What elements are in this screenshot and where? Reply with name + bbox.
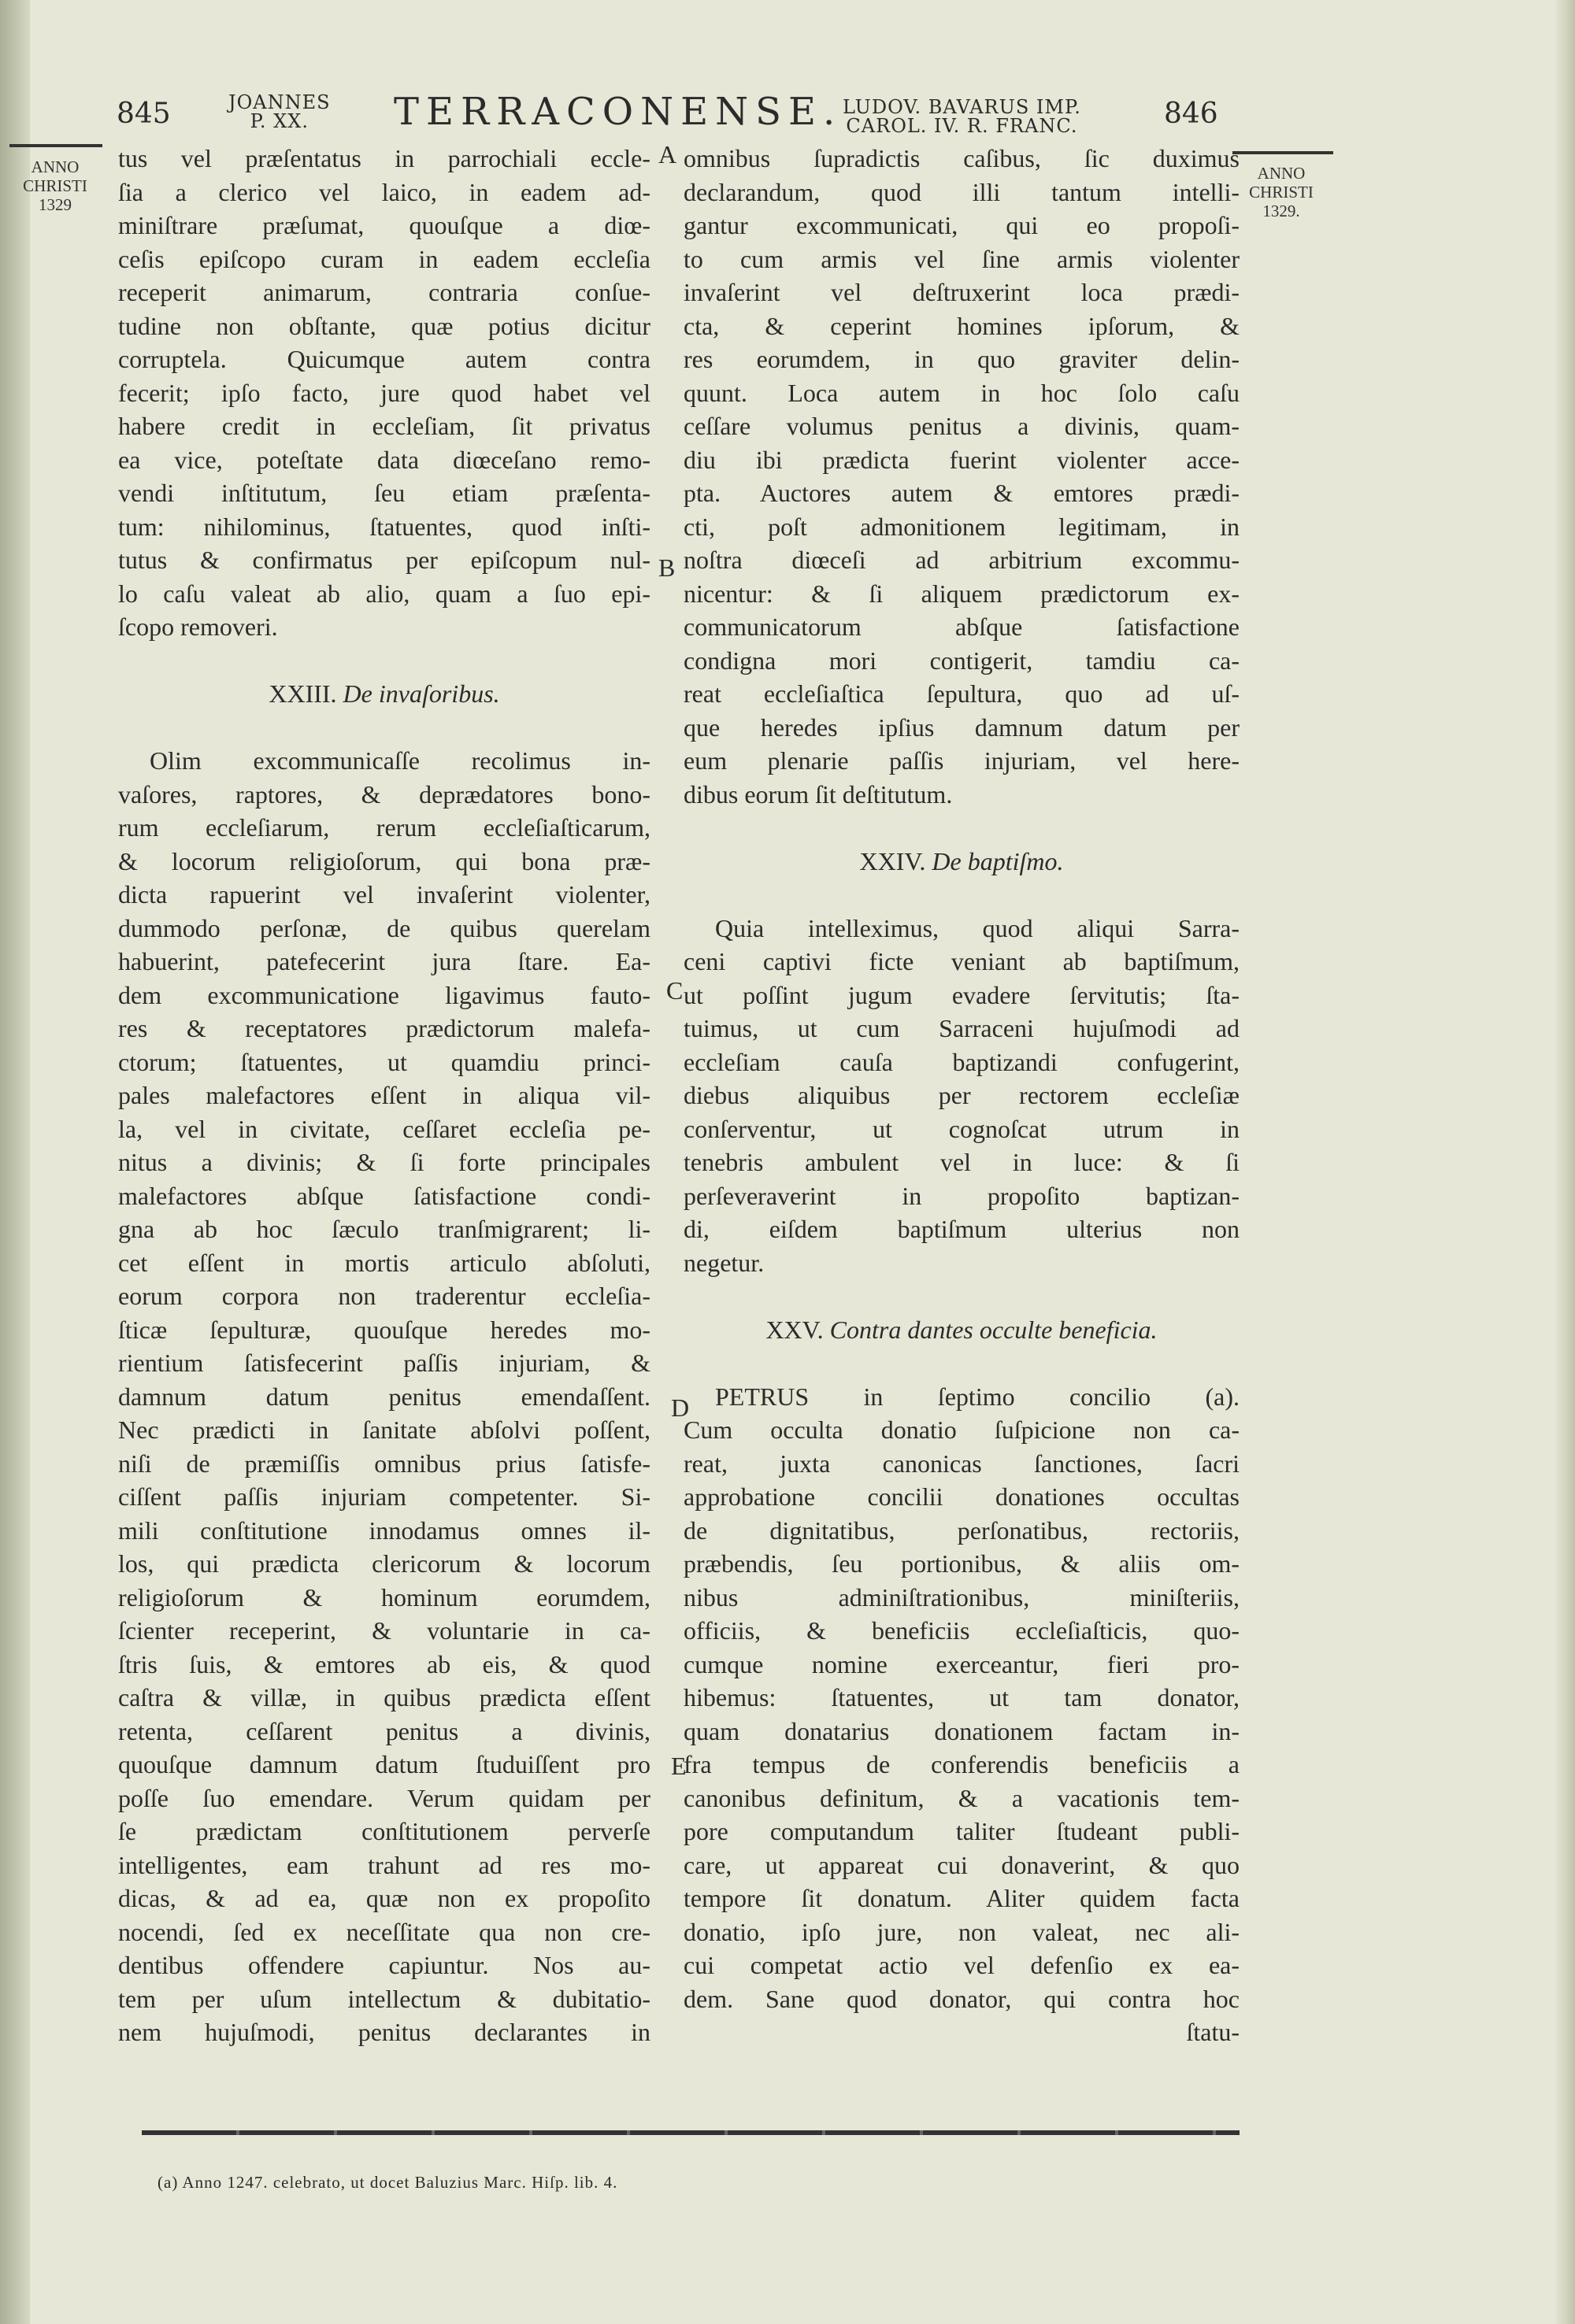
page-title: TERRACONENSE. [394, 90, 843, 134]
text-line: Olim excommunicaſſe recolimus in- [150, 746, 650, 775]
text-line: dicta rapuerint vel invaſerint violenter, [118, 880, 650, 909]
text-line: que heredes ipſius damnum datum per [684, 712, 1240, 742]
left-page-number: 845 [117, 98, 171, 130]
right-page-number: 846 [1164, 98, 1218, 130]
text-line: care, ut appareat cui donaverint, & quo [684, 1850, 1240, 1879]
section-number: XXIV. [859, 846, 926, 875]
text-line: habuerint, patefecerint jura ſtare. Ea- [118, 947, 650, 975]
right-margin-rule [1232, 151, 1333, 154]
text-line: vaſores, raptores, & deprædatores bono- [118, 779, 650, 809]
text-line: pta. Auctores autem & emtores prædi- [684, 479, 1240, 507]
left-para-1 [118, 142, 650, 644]
right-para-1 [684, 142, 1240, 811]
section-heading-xxiv [684, 845, 1240, 879]
section-number: XXV. [765, 1315, 824, 1344]
section-letter-b: B [658, 553, 676, 582]
left-para-2 [118, 744, 650, 2049]
margin-date-line: CHRISTI [1249, 183, 1314, 202]
text-line: cumque nomine exerceantur, fieri pro- [684, 1649, 1240, 1678]
text-line: nicentur: & ſi aliquem prædictorum ex- [684, 579, 1240, 608]
margin-date-line: CHRISTI [23, 176, 87, 195]
text-line: miniſtrare præſumat, quouſque a diœ- [118, 211, 650, 239]
text-line: canonibus definitum, & a vacationis tem- [684, 1783, 1240, 1812]
text-line: to cum armis vel ſine armis violenter [684, 244, 1240, 273]
section-heading-xxv [684, 1313, 1240, 1347]
text-line: gantur excommunicati, qui eo propoſi- [684, 211, 1240, 239]
text-line: ſia a clerico vel laico, in eadem ad- [118, 177, 650, 206]
section-letter-d: D [671, 1393, 690, 1422]
text-line: pales malefactores eſſent in aliqua vil- [118, 1081, 650, 1109]
section-heading-xxiii [118, 677, 650, 711]
text-line: quunt. Loca autem in hoc ſolo caſu [684, 378, 1240, 407]
text-line: nem hujuſmodi, penitus declarantes in [118, 2018, 650, 2046]
text-line: quam donatarius donationem factam in- [684, 1716, 1240, 1745]
section-letter-c: C [666, 976, 684, 1005]
text-line: intelligentes, eam trahunt ad res mo- [118, 1850, 650, 1879]
text-line: tudine non obſtante, quæ potius dicitur [118, 311, 650, 340]
text-line: donatio, ipſo jure, non valeat, nec ali- [684, 1917, 1240, 1946]
text-line: diu ibi prædicta fuerint violenter acce- [684, 445, 1240, 474]
text-line: ſticæ ſepulturæ, quouſque heredes mo- [118, 1315, 650, 1344]
text-line: PETRUS in ſeptimo concilio (a). [715, 1382, 1240, 1411]
text-line: retenta, ceſſarent penitus a divinis, [118, 1716, 650, 1745]
text-line: tus vel præſentatus in parrochiali eccle- [118, 144, 650, 172]
text-line: ciſſent paſſis injuriam competenter. Si- [118, 1482, 650, 1511]
section-letter-e: E [671, 1752, 687, 1780]
margin-date-line: ANNO [1257, 164, 1306, 183]
text-line: tum: nihilominus, ſtatuentes, quod inſti- [118, 512, 650, 541]
text-line: eccleſiam cauſa baptizandi confugerint, [684, 1047, 1240, 1076]
text-line: dentibus offendere capiuntur. Nos au- [118, 1951, 650, 1979]
text-line: tempore ſit donatum. Aliter quidem facta [684, 1884, 1240, 1912]
text-line: rum eccleſiarum, rerum eccleſiaſticarum, [118, 813, 650, 842]
text-line: quouſque damnum datum ſtuduiſſent pro [118, 1750, 650, 1778]
running-head-line: JOANNES [228, 91, 331, 113]
text-line: nibus adminiſtrationibus, miniſteriis, [684, 1582, 1240, 1612]
text-line: de dignitatibus, perſonatibus, rectoriis, [684, 1515, 1240, 1545]
text-line: Cum occulta donatio ſuſpicione non ca- [684, 1415, 1240, 1444]
right-running-head [843, 98, 1081, 135]
text-line: res & receptatores prædictorum malefa- [118, 1014, 650, 1042]
left-running-head [228, 93, 331, 131]
text-line: approbatione concilii donationes occultas [684, 1482, 1240, 1511]
text-line: cet eſſent in mortis articulo abſoluti, [118, 1248, 650, 1277]
text-line: eum plenarie paſſis injuriam, vel here- [684, 746, 1240, 775]
right-column [684, 142, 1240, 2049]
section-title: Contra dantes occulte beneficia. [829, 1315, 1158, 1344]
text-line: fecerit; ipſo facto, jure quod habet vel [118, 378, 650, 407]
text-line: cti, poſt admonitionem legitimam, in [684, 512, 1240, 541]
text-line: mili conſtitutione innodamus omnes il- [118, 1515, 650, 1545]
right-para-2 [684, 912, 1240, 1280]
section-letter-a: A [658, 140, 677, 168]
text-line: & locorum religioſorum, qui bona præ- [118, 846, 650, 875]
left-margin-rule [9, 144, 102, 147]
text-line: condigna mori contigerit, tamdiu ca- [684, 646, 1240, 675]
text-line: dem excommunicatione ligavimus fauto- [118, 980, 650, 1009]
text-line: omnibus ſupradictis caſibus, ſic duximus [684, 144, 1240, 172]
text-line: gna ab hoc ſæculo tranſmigrarent; li- [118, 1215, 650, 1243]
text-line: nocendi, ſed ex neceſſitate qua non cre- [118, 1917, 650, 1946]
text-line: di, eiſdem baptiſmum ulterius non [684, 1215, 1240, 1243]
footnote-rule [142, 2130, 1240, 2135]
section-number: XXIII. [269, 679, 337, 708]
left-column [118, 142, 650, 2049]
text-line: nitus a divinis; & ſi forte principales [118, 1148, 650, 1176]
text-line: dem. Sane quod donator, qui contra hoc [684, 1984, 1240, 2013]
text-line: poſſe ſuo emendare. Verum quidam per [118, 1783, 650, 1812]
text-line: reat eccleſiaſtica ſepultura, quo ad uſ- [684, 679, 1240, 708]
text-line: la, vel in civitate, ceſſaret eccleſia pe- [118, 1114, 650, 1143]
text-line: perſeveraverint in propoſito baptizan- [684, 1181, 1240, 1210]
section-title: De baptiſmo. [932, 846, 1064, 875]
text-line: dummodo perſonæ, de quibus querelam [118, 913, 650, 942]
text-line: res eorumdem, in quo graviter delin- [684, 345, 1240, 373]
catchword: ſtatu- [1186, 2018, 1240, 2046]
text-line: ceſſare volumus penitus a divinis, quam- [684, 412, 1240, 440]
right-margin-date [1230, 164, 1332, 220]
text-line: hibemus: ſtatuentes, ut tam donator, [684, 1683, 1240, 1712]
text-line: ctorum; ſtatuentes, ut quamdiu princi- [118, 1047, 650, 1076]
running-head-line: LUDOV. BAVARUS IMP. [843, 96, 1081, 118]
text-line: ceſis epiſcopo curam in eadem eccleſia [118, 244, 650, 273]
text-line: corruptela. Quicumque autem contra [118, 345, 650, 373]
text-line: ſcopo removeri. [118, 612, 278, 641]
text-line: damnum datum penitus emendaſſent. [118, 1382, 650, 1411]
text-line: tutus & confirmatus per epiſcopum nul- [118, 546, 650, 574]
text-line: eorum corpora non traderentur eccleſia- [118, 1282, 650, 1310]
text-line: ut poſſint jugum evadere ſervitutis; ſta- [684, 980, 1240, 1009]
text-line: invaſerint vel deſtruxerint loca prædi- [684, 278, 1240, 306]
text-line: declarandum, quod illi tantum intelli- [684, 177, 1240, 206]
text-line: tuimus, ut cum Sarraceni hujuſmodi ad [684, 1014, 1240, 1042]
text-line: rientium ſatisfecerint paſſis injuriam, & [118, 1349, 650, 1377]
margin-date-line: 1329 [39, 195, 72, 214]
left-margin-date [8, 157, 102, 214]
text-line: tem per uſum intellectum & dubitatio- [118, 1984, 650, 2013]
text-line: dibus eorum ſit deſtitutum. [684, 779, 953, 809]
margin-date-line: ANNO [31, 157, 80, 176]
text-line: ſtris ſuis, & emtores ab eis, & quod [118, 1649, 650, 1678]
text-line: Nec prædicti in ſanitate abſolvi poſſent, [118, 1415, 650, 1444]
text-line: cta, & ceperint homines ipſorum, & [684, 311, 1240, 340]
text-line: ſcienter receperint, & voluntarie in ca- [118, 1616, 650, 1645]
text-line: receperit animarum, contraria conſue- [118, 278, 650, 306]
text-line: tenebris ambulent vel in luce: & ſi [684, 1148, 1240, 1176]
text-line: præbendis, ſeu portionibus, & aliis om- [684, 1549, 1240, 1578]
text-line: conſerventur, ut cognoſcat utrum in [684, 1114, 1240, 1143]
footnote: (a) Anno 1247. celebrato, ut docet Baluzius Marc. Hiſp. lib. 4. [158, 2173, 618, 2192]
text-line: ſe prædictam conſtitutionem perverſe [118, 1817, 650, 1845]
text-line: cui competat actio vel defenſio ex ea- [684, 1951, 1240, 1979]
text-line: noſtra diœceſi ad arbitrium excommu- [684, 546, 1240, 574]
text-line: vendi inſtitutum, ſeu etiam præſenta- [118, 479, 650, 507]
page-gutter-shadow [0, 0, 30, 2324]
text-line: Quia intelleximus, quod aliqui Sarra- [715, 913, 1240, 942]
running-head-line: CAROL. IV. R. FRANC. [846, 115, 1078, 137]
text-line: malefactores abſque ſatisfactione condi- [118, 1181, 650, 1210]
text-line: fra tempus de conferendis beneficiis a [684, 1750, 1240, 1778]
text-line: reat, juxta canonicas ſanctiones, ſacri [684, 1449, 1240, 1478]
running-head-line: P. XX. [250, 110, 309, 132]
section-title: De invaſoribus. [343, 679, 500, 708]
text-line: habere credit in eccleſiam, ſit privatus [118, 412, 650, 440]
text-line: officiis, & beneficiis eccleſiaſticis, quo- [684, 1616, 1240, 1645]
margin-date-line: 1329. [1262, 202, 1300, 220]
text-line: niſi de præmiſſis omnibus prius ſatisfe- [118, 1449, 650, 1478]
text-line: communicatorum abſque ſatisfactione [684, 612, 1240, 641]
text-line: religioſorum & hominum eorumdem, [118, 1582, 650, 1612]
text-line: lo caſu valeat ab alio, quam a ſuo epi- [118, 579, 650, 608]
text-line: ea vice, poteſtate data diœceſano remo- [118, 445, 650, 474]
text-line: los, qui prædicta clericorum & locorum [118, 1549, 650, 1578]
text-line: pore computandum taliter ſtudeant publi- [684, 1817, 1240, 1845]
text-line: dicas, & ad ea, quæ non ex propoſito [118, 1884, 650, 1912]
text-line: caſtra & villæ, in quibus prædicta eſſent [118, 1683, 650, 1712]
text-line: negetur. [684, 1248, 765, 1277]
text-line: diebus aliquibus per rectorem eccleſiæ [684, 1081, 1240, 1109]
text-line: ceni captivi ficte veniant ab baptiſmum, [684, 947, 1240, 975]
right-para-3 [684, 1380, 1240, 2049]
page-edge-shadow [1555, 0, 1575, 2324]
